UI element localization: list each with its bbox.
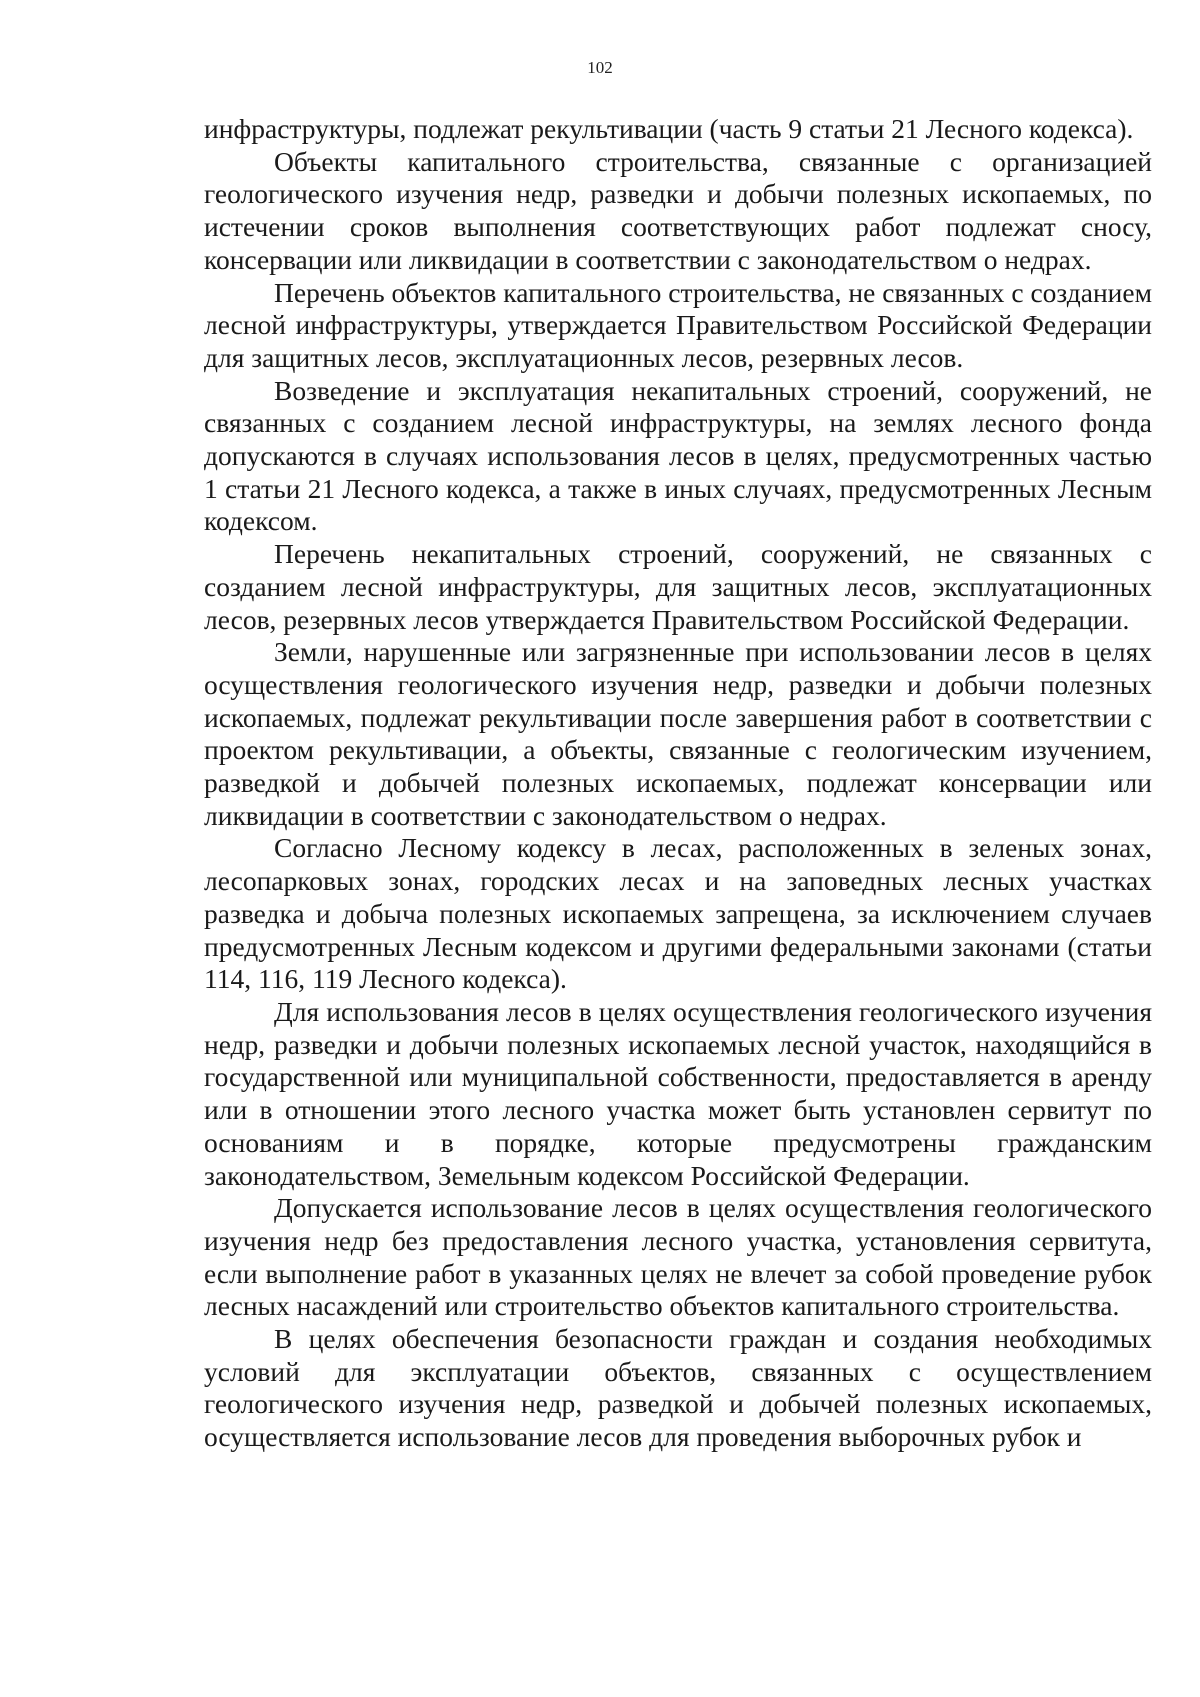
paragraph: Допускается использование лесов в целях осуществления геологического изучения недр без предоставления лесного участка, установления сервитута, если выполнение работ в указанных целях не влечет за собой проведение рубок лесных насаждений или строительство объектов капитального строительства. <box>204 1192 1152 1322</box>
paragraph: Перечень объектов капитального строительства, не связанных с созданием лесной инфраструктуры, утверждается Правительством Российской Федерации для защитных лесов, эксплуатационных лесов, резервных лесов. <box>204 276 1152 373</box>
document-body <box>204 113 1152 1454</box>
paragraph: Объекты капитального строительства, связанные с организацией геологического изучения недр, разведки и добычи полезных ископаемых, по истечении сроков выполнения соответствующих работ подлежат сносу, консервации или ликвидации в соответствии с законодательством о недрах. <box>204 145 1152 275</box>
paragraph: Для использования лесов в целях осуществления геологического изучения недр, разведки и добычи полезных ископаемых лесной участок, находящийся в государственной или муниципальной собственности, предоставляется в аренду или в отношении этого лесного участка может быть установлен сервитут по основаниям и в порядке, которые предусмотрены гражданским законодательством, Земельным кодексом Российской Федерации. <box>204 995 1152 1191</box>
paragraph: Согласно Лесному кодексу в лесах, расположенных в зеленых зонах, лесопарковых зонах, городских лесах и на заповедных лесных участках разведка и добыча полезных ископаемых запрещена, за исключением случаев предусмотренных Лесным кодексом и другими федеральными законами (статьи 114, 116, 119 Лесного кодекса). <box>204 832 1152 995</box>
paragraph: инфраструктуры, подлежат рекультивации (часть 9 статьи 21 Лесного кодекса). <box>204 113 1134 144</box>
page-number: 102 <box>587 58 613 77</box>
paragraph: Земли, нарушенные или загрязненные при использовании лесов в целях осуществления геологического изучения недр, разведки и добычи полезных ископаемых, подлежат рекультивации после завершения работ в соответствии с проектом рекультивации, а объекты, связанные с геологическим изучением, разведкой и добычей полезных ископаемых, подлежат консервации или ликвидации в соответствии с законодательством о недрах. <box>204 636 1152 831</box>
paragraph: Возведение и эксплуатация некапитальных строений, сооружений, не связанных с созданием лесной инфраструктуры, на землях лесного фонда допускаются в случаях использования лесов в целях, предусмотренных частью 1 статьи 21 Лесного кодекса, а также в иных случаях, предусмотренных Лесным кодексом. <box>204 374 1152 537</box>
paragraph: Перечень некапитальных строений, сооружений, не связанных с созданием лесной инфраструктуры, для защитных лесов, эксплуатационных лесов, резервных лесов утверждается Правительством Российской Федерации. <box>204 538 1152 635</box>
paragraph: В целях обеспечения безопасности граждан и создания необходимых условий для эксплуатации объектов, связанных с осуществлением геологического изучения недр, разведкой и добычей полезных ископаемых, осуществляется использование лесов для проведения выборочных рубок и <box>204 1323 1152 1453</box>
